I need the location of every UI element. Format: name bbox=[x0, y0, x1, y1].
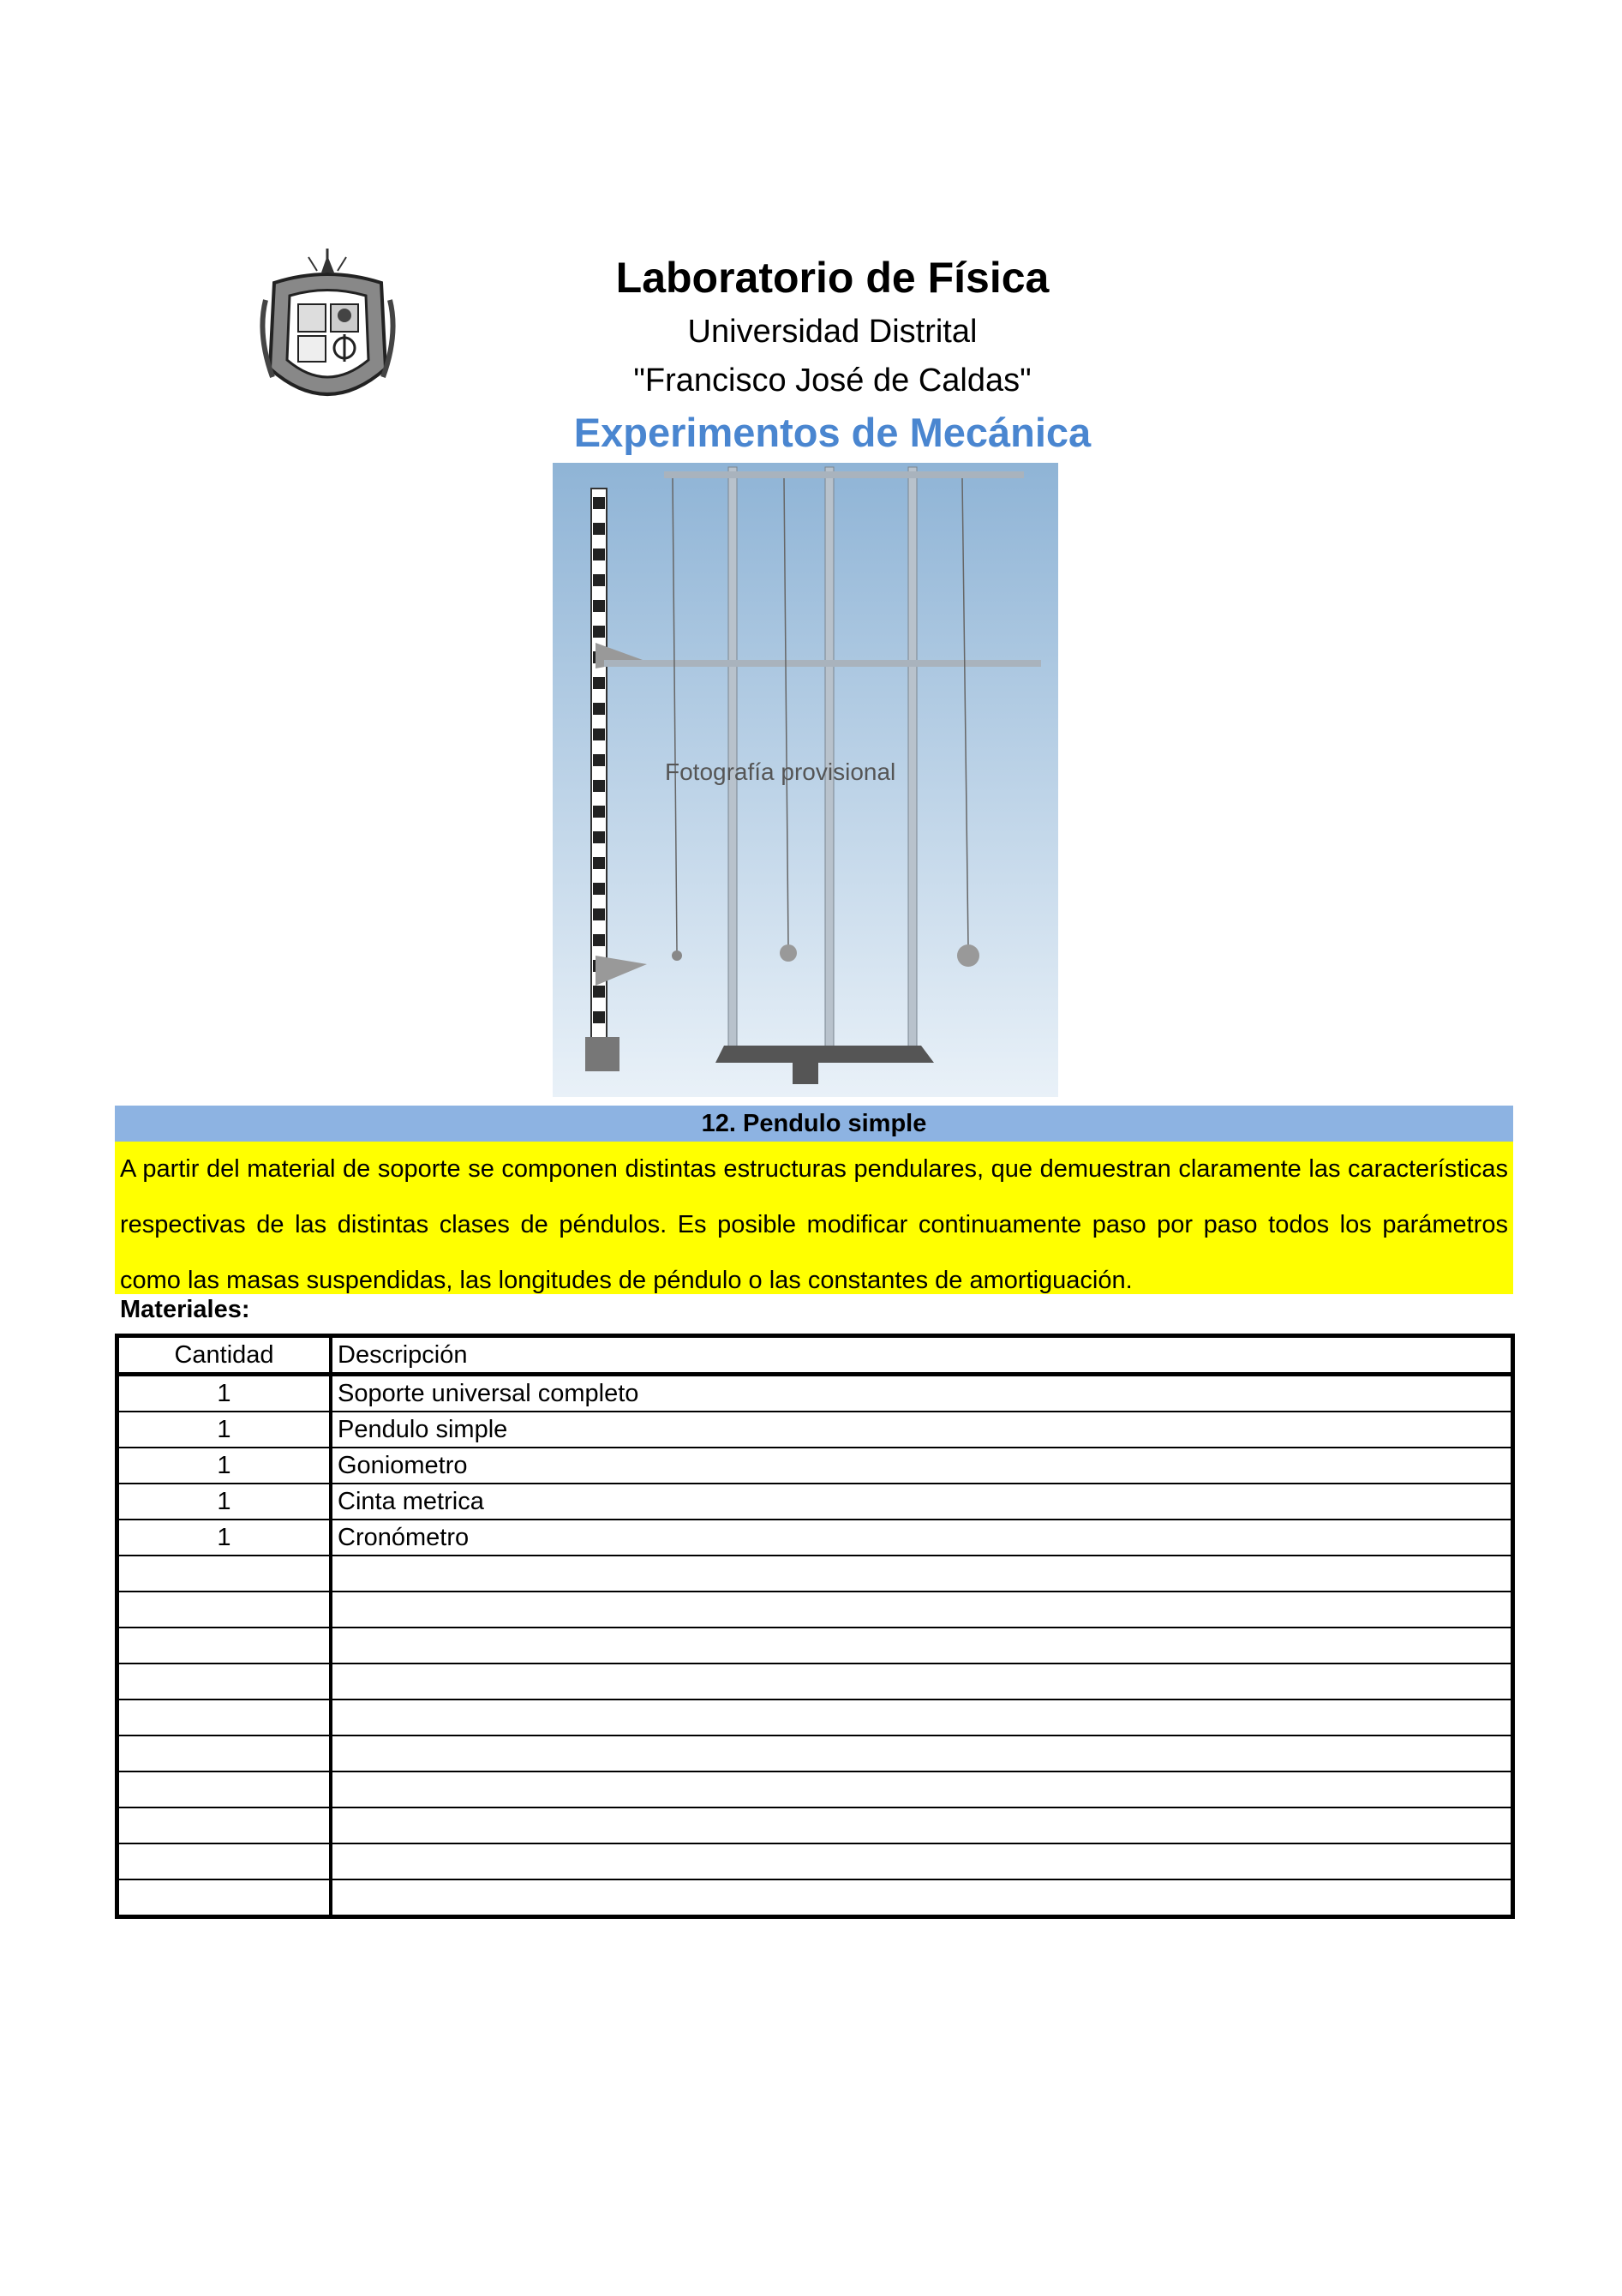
quantity-cell: 1 bbox=[117, 1448, 332, 1484]
materials-table bbox=[115, 1334, 1515, 1919]
quantity-cell: 1 bbox=[117, 1412, 332, 1448]
table-row bbox=[117, 1879, 1513, 1917]
description-cell bbox=[331, 1735, 1513, 1771]
table-row bbox=[117, 1807, 1513, 1843]
description-cell: Cinta metrica bbox=[331, 1484, 1513, 1520]
quantity-cell: 1 bbox=[117, 1520, 332, 1556]
description-cell: Soporte universal completo bbox=[331, 1375, 1513, 1412]
description-cell bbox=[331, 1807, 1513, 1843]
table-row bbox=[117, 1592, 1513, 1628]
column-header-quantity: Cantidad bbox=[117, 1336, 332, 1375]
quantity-cell bbox=[117, 1735, 332, 1771]
table-row bbox=[117, 1484, 1513, 1520]
section-description: A partir del material de soporte se componen distintas estructuras pendulares, que demuestran claramente las características respectivas de las distintas clases de péndulos. Es posible modificar continuamente paso por paso todos los parámetros como las masas suspendidas, las longitudes de péndulo o las constantes de amortiguación. bbox=[115, 1142, 1513, 1294]
table-row bbox=[117, 1375, 1513, 1412]
quantity-cell bbox=[117, 1592, 332, 1628]
description-cell: Cronómetro bbox=[331, 1520, 1513, 1556]
experiments-heading: Experimentos de Mecánica bbox=[573, 410, 1092, 455]
description-cell bbox=[331, 1843, 1513, 1879]
university-name-quoted: "Francisco José de Caldas" bbox=[633, 363, 1032, 399]
table-row bbox=[117, 1843, 1513, 1879]
quantity-cell bbox=[117, 1628, 332, 1664]
quantity-cell bbox=[117, 1843, 332, 1879]
university-name: Universidad Distrital bbox=[687, 314, 978, 350]
description-cell: Goniometro bbox=[331, 1448, 1513, 1484]
description-cell bbox=[331, 1592, 1513, 1628]
quantity-cell bbox=[117, 1879, 332, 1917]
quantity-cell bbox=[117, 1556, 332, 1592]
table-row bbox=[117, 1771, 1513, 1807]
description-cell bbox=[331, 1771, 1513, 1807]
materials-label: Materiales: bbox=[120, 1296, 250, 1323]
quantity-cell: 1 bbox=[117, 1484, 332, 1520]
photo-caption: Fotografía provisional bbox=[665, 758, 896, 785]
section-title: 12. Pendulo simple bbox=[115, 1106, 1513, 1142]
materials-table-body bbox=[117, 1375, 1513, 1917]
quantity-cell bbox=[117, 1664, 332, 1700]
quantity-cell: 1 bbox=[117, 1375, 332, 1412]
quantity-cell bbox=[117, 1771, 332, 1807]
table-row bbox=[117, 1412, 1513, 1448]
table-row bbox=[117, 1556, 1513, 1592]
description-cell: Pendulo simple bbox=[331, 1412, 1513, 1448]
description-cell bbox=[331, 1879, 1513, 1917]
description-cell bbox=[331, 1556, 1513, 1592]
description-cell bbox=[331, 1628, 1513, 1664]
table-header-row bbox=[117, 1336, 1513, 1375]
table-row bbox=[117, 1628, 1513, 1664]
quantity-cell bbox=[117, 1807, 332, 1843]
quantity-cell bbox=[117, 1700, 332, 1735]
table-row bbox=[117, 1520, 1513, 1556]
table-row bbox=[117, 1448, 1513, 1484]
column-header-description: Descripción bbox=[331, 1336, 1513, 1375]
table-row bbox=[117, 1700, 1513, 1735]
description-cell bbox=[331, 1700, 1513, 1735]
page-title: Laboratorio de Física bbox=[615, 254, 1050, 302]
table-row bbox=[117, 1735, 1513, 1771]
description-cell bbox=[331, 1664, 1513, 1700]
table-row bbox=[117, 1664, 1513, 1700]
